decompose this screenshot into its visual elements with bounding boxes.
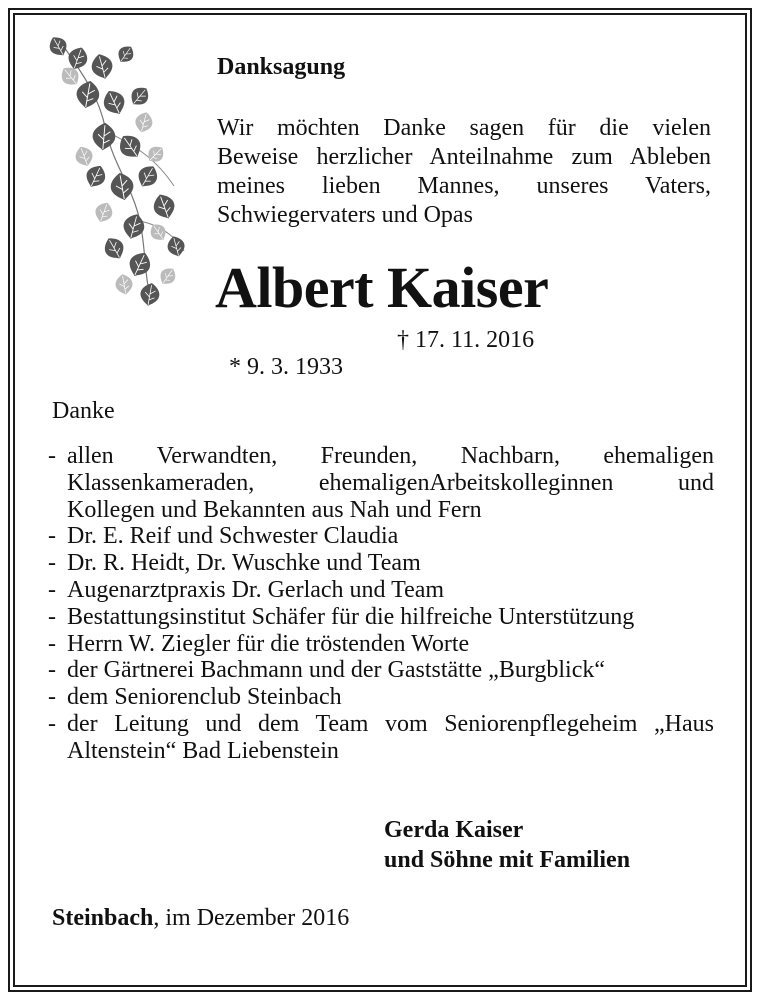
place-date [52,905,349,932]
list-dash: - [48,630,56,657]
list-item [48,657,714,684]
list-dash: - [48,684,56,711]
list-item-line: Augenarztpraxis Dr. Gerlach und Team [67,576,445,603]
intro-line: Schwiegervaters und Opas [217,202,473,228]
list-item-line: dem Seniorenclub Steinbach [67,684,342,711]
intro-line: Beweise herzlicher Anteilnahme zum Ableben [217,144,711,170]
list-item [48,631,714,658]
deceased-name: Albert Kaiser [215,255,549,320]
list-dash: - [48,550,56,577]
list-item-line: Dr. E. Reif und Schwester Claudia [67,523,399,550]
list-item-line: Dr. R. Heidt, Dr. Wuschke und Team [67,550,421,577]
list-item [48,711,714,765]
list-item [48,577,714,604]
list-item-line: Herrn W. Ziegler für die tröstenden Worte [67,630,470,657]
signature [384,815,630,875]
list-item [48,604,714,631]
ivy-leaves-icon [44,36,194,312]
list-item-line: Klassenkameraden, ehemaligenArbeitskolleginnen und [67,469,714,496]
list-item-line: der Gärtnerei Bachmann und der Gaststätte „Burgblick“ [67,657,606,684]
death-date: † 17. 11. 2016 [397,327,535,353]
list-item [48,443,714,523]
intro-line: Wir möchten Danke sagen für die vielen [217,115,711,141]
thanks-list [48,443,714,765]
list-dash: - [48,603,56,630]
birth-date: * 9. 3. 1933 [229,354,343,380]
list-item-line: Kollegen und Bekannten aus Nah und Fern [67,496,482,523]
thanks-label: Danke [52,398,115,424]
list-item-line: Altenstein“ Bad Liebenstein [67,737,339,764]
intro-line: meines lieben Mannes, unseres Vaters, [217,173,711,199]
list-item [48,684,714,711]
signature-line: Gerda Kaiser [384,817,524,843]
list-dash: - [48,657,56,684]
list-item-line: Bestattungsinstitut Schäfer für die hilfreiche Unterstützung [67,603,635,630]
list-dash: - [48,576,56,603]
list-item-line: der Leitung und dem Team vom Seniorenpflegeheim „Haus [67,710,714,737]
life-dates [217,327,535,408]
intro-text [217,114,711,230]
list-item [48,550,714,577]
date-text: , im Dezember 2016 [153,905,350,931]
list-dash: - [48,443,56,469]
list-dash: - [48,523,56,550]
list-dash: - [48,710,56,737]
signature-line: und Söhne mit Familien [384,847,631,873]
place-name: Steinbach [52,905,154,931]
heading: Danksagung [217,54,346,80]
list-item [48,523,714,550]
list-item-line: allen Verwandten, Freunden, Nachbarn, ehemaligen [67,443,714,469]
